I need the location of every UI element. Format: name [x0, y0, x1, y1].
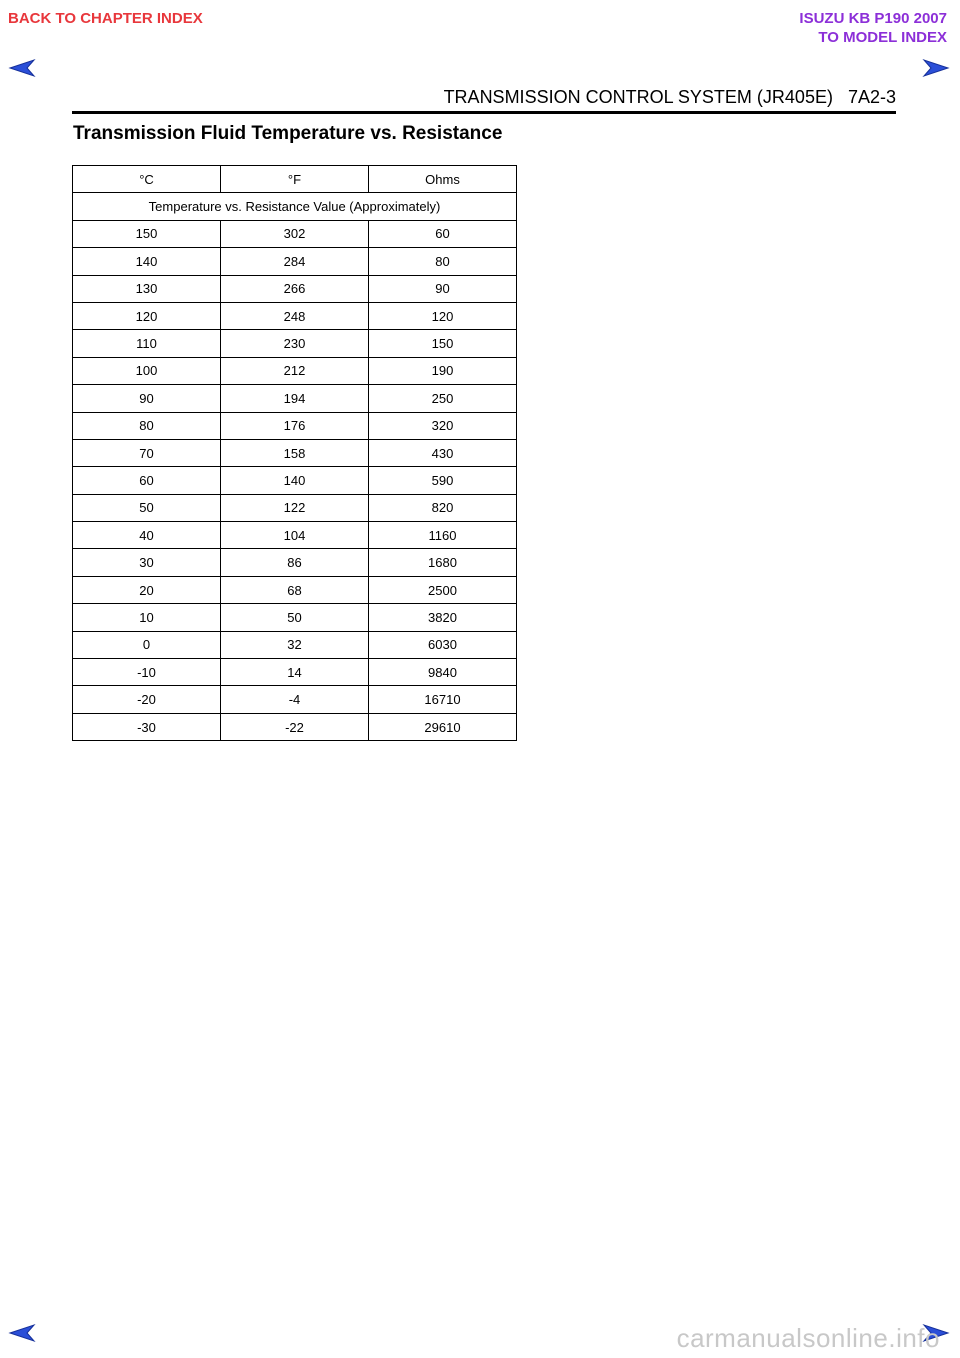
table-row — [73, 576, 517, 603]
cell-fahrenheit: 248 — [221, 302, 369, 329]
cell-fahrenheit: 176 — [221, 412, 369, 439]
cell-ohms: 250 — [369, 385, 517, 412]
cell-celsius: 100 — [73, 357, 221, 384]
column-header-ohms: Ohms — [369, 166, 517, 193]
cell-fahrenheit: 194 — [221, 385, 369, 412]
cell-fahrenheit: 266 — [221, 275, 369, 302]
cell-ohms: 60 — [369, 220, 517, 247]
cell-ohms: 2500 — [369, 576, 517, 603]
cell-fahrenheit: 14 — [221, 659, 369, 686]
table-header-row — [73, 166, 517, 193]
table-row — [73, 275, 517, 302]
table-row — [73, 302, 517, 329]
cell-celsius: -10 — [73, 659, 221, 686]
cell-ohms: 6030 — [369, 631, 517, 658]
cell-celsius: 20 — [73, 576, 221, 603]
cell-fahrenheit: 68 — [221, 576, 369, 603]
table-row — [73, 549, 517, 576]
cell-fahrenheit: 302 — [221, 220, 369, 247]
cell-ohms: 29610 — [369, 713, 517, 740]
table-row — [73, 604, 517, 631]
section-title: Transmission Fluid Temperature vs. Resistance — [73, 123, 503, 144]
cell-celsius: 60 — [73, 467, 221, 494]
table-row — [73, 412, 517, 439]
cell-celsius: 120 — [73, 302, 221, 329]
table-row — [73, 631, 517, 658]
table-caption: Temperature vs. Resistance Value (Approximately) — [73, 193, 517, 220]
cell-celsius: 90 — [73, 385, 221, 412]
cell-celsius: 50 — [73, 494, 221, 521]
table-row — [73, 467, 517, 494]
table-row — [73, 248, 517, 275]
cell-celsius: 150 — [73, 220, 221, 247]
cell-ohms: 90 — [369, 275, 517, 302]
temperature-resistance-table — [72, 165, 517, 741]
cell-ohms: 590 — [369, 467, 517, 494]
watermark: carmanualsonline.info — [676, 1323, 940, 1353]
column-header-fahrenheit: °F — [221, 166, 369, 193]
header-divider — [72, 111, 896, 114]
table-row — [73, 522, 517, 549]
cell-celsius: 80 — [73, 412, 221, 439]
cell-fahrenheit: 230 — [221, 330, 369, 357]
table-row — [73, 686, 517, 713]
cell-ohms: 190 — [369, 357, 517, 384]
cell-celsius: 130 — [73, 275, 221, 302]
cell-fahrenheit: 212 — [221, 357, 369, 384]
table-row — [73, 330, 517, 357]
cell-celsius: 110 — [73, 330, 221, 357]
back-to-chapter-index-link[interactable]: BACK TO CHAPTER INDEX — [8, 10, 203, 27]
cell-celsius: 40 — [73, 522, 221, 549]
table-row — [73, 659, 517, 686]
cell-fahrenheit: -22 — [221, 713, 369, 740]
table-row — [73, 385, 517, 412]
table-row — [73, 357, 517, 384]
cell-ohms: 320 — [369, 412, 517, 439]
cell-ohms: 9840 — [369, 659, 517, 686]
cell-fahrenheit: 158 — [221, 439, 369, 466]
cell-ohms: 430 — [369, 439, 517, 466]
column-header-celsius: °C — [73, 166, 221, 193]
cell-ohms: 1680 — [369, 549, 517, 576]
cell-ohms: 3820 — [369, 604, 517, 631]
cell-fahrenheit: 122 — [221, 494, 369, 521]
cell-ohms: 80 — [369, 248, 517, 275]
cell-ohms: 16710 — [369, 686, 517, 713]
table-row — [73, 494, 517, 521]
cell-celsius: -20 — [73, 686, 221, 713]
cell-fahrenheit: 86 — [221, 549, 369, 576]
arrow-right-icon[interactable] — [922, 58, 950, 78]
cell-celsius: 0 — [73, 631, 221, 658]
table-row — [73, 439, 517, 466]
cell-celsius: 30 — [73, 549, 221, 576]
cell-celsius: 70 — [73, 439, 221, 466]
page-header: TRANSMISSION CONTROL SYSTEM (JR405E) 7A2-3 — [443, 87, 896, 107]
cell-fahrenheit: 140 — [221, 467, 369, 494]
cell-celsius: -30 — [73, 713, 221, 740]
cell-celsius: 10 — [73, 604, 221, 631]
arrow-left-icon[interactable] — [8, 1323, 36, 1343]
table-row — [73, 220, 517, 247]
cell-ohms: 150 — [369, 330, 517, 357]
arrow-left-icon[interactable] — [8, 58, 36, 78]
cell-fahrenheit: 50 — [221, 604, 369, 631]
cell-fahrenheit: 32 — [221, 631, 369, 658]
cell-fahrenheit: 284 — [221, 248, 369, 275]
cell-ohms: 1160 — [369, 522, 517, 549]
to-model-index-link[interactable]: TO MODEL INDEX — [818, 29, 947, 46]
cell-fahrenheit: 104 — [221, 522, 369, 549]
table-row — [73, 713, 517, 740]
cell-celsius: 140 — [73, 248, 221, 275]
cell-ohms: 820 — [369, 494, 517, 521]
model-title-link[interactable]: ISUZU KB P190 2007 — [799, 10, 947, 27]
cell-fahrenheit: -4 — [221, 686, 369, 713]
table-caption-row — [73, 193, 517, 220]
cell-ohms: 120 — [369, 302, 517, 329]
